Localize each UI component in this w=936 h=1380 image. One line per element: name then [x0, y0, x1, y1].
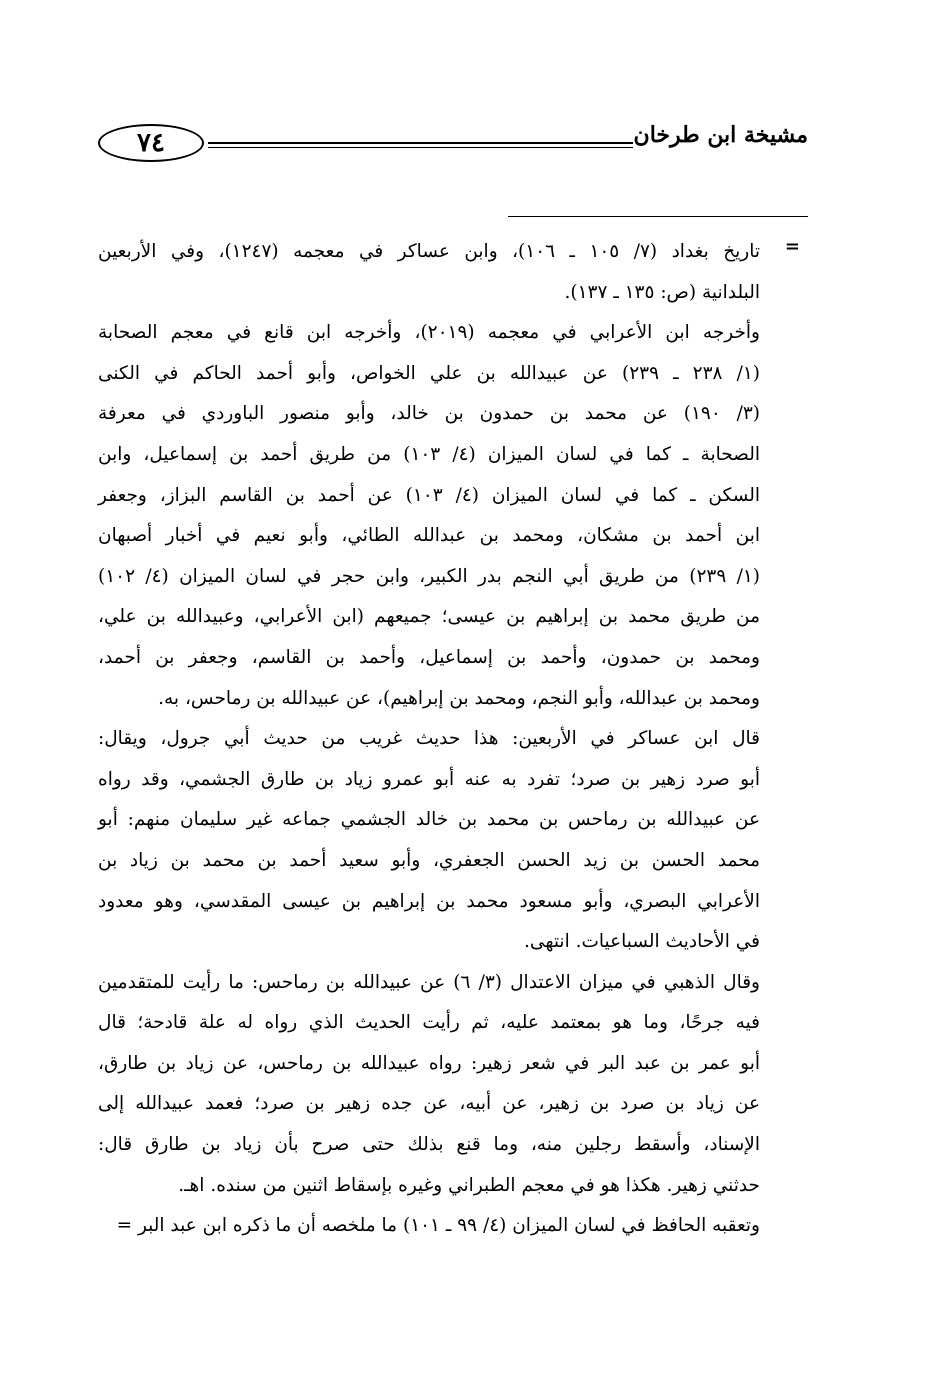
- text-line: ومحمد بن عبدالله، وأبو النجم، ومحمد بن إبراهيم)، عن عبيدالله بن رماحس، به.: [158, 687, 760, 709]
- text-line: ابن أحمد بن مشكان، ومحمد بن عبدالله الطائي، وأبو نعيم في أخبار أصبهان: [98, 525, 760, 547]
- text-line: (١/ ٢٣٨ ـ ٢٣٩) عن عبيدالله بن علي الخواص، وأبو أحمد الحاكم في الكنى: [98, 362, 760, 384]
- text-line: قال ابن عساكر في الأربعين: هذا حديث غريب من حديث أبي جرول، ويقال:: [98, 728, 760, 750]
- text-line: فيه جرحًا، وما هو بمعتمد عليه، ثم رأيت الحديث الذي رواه له علة قادحة؛ قال: [98, 1012, 760, 1034]
- paragraph: [98, 313, 760, 719]
- paragraph: [98, 232, 760, 313]
- paragraph: [98, 719, 760, 963]
- text-line: (١/ ٢٣٩) من طريق أبي النجم بدر الكبير، وابن حجر في لسان الميزان (٤/ ١٠٢): [98, 565, 760, 587]
- text-line: في الأحاديث السباعيات. انتهى.: [524, 931, 760, 953]
- running-title: مشيخة ابن طرخان: [633, 122, 808, 148]
- text-line: السكن ـ كما في لسان الميزان (٤/ ١٠٣) عن أحمد بن القاسم البزاز، وجعفر: [98, 484, 760, 506]
- continuation-mark: =: [784, 236, 800, 257]
- text-line: حدثني زهير. هكذا هو في معجم الطبراني وغيره بإسقاط اثنين من سنده. اهـ.: [178, 1174, 760, 1196]
- header-rule: [208, 142, 633, 148]
- text-line: ومحمد بن حمدون، وأحمد بن إسماعيل، وأحمد بن القاسم، وجعفر بن أحمد،: [98, 646, 760, 668]
- paragraph: [98, 1206, 760, 1247]
- text-line: وتعقبه الحافظ في لسان الميزان (٤/ ٩٩ ـ ١٠١) ما ملخصه أن ما ذكره ابن عبد البر =: [116, 1215, 760, 1237]
- page-number: ٧٤: [98, 124, 204, 162]
- footnote-text: [98, 232, 760, 1247]
- text-line: أبو عمر بن عبد البر في شعر زهير: رواه عبيدالله بن رماحس، عن زياد بن طارق،: [98, 1052, 760, 1074]
- text-line: محمد الحسن بن زيد الحسن الجعفري، وأبو سعيد أحمد بن محمد بن زياد بن: [98, 849, 760, 871]
- text-line: أبو صرد زهير بن صرد؛ تفرد به عنه أبو عمرو زياد بن طارق الجشمي، وقد رواه: [98, 768, 760, 790]
- text-line: من طريق محمد بن إبراهيم بن عيسى؛ جميعهم (ابن الأعرابي، وعبيدالله بن علي،: [98, 606, 760, 628]
- text-line: عن زياد بن صرد بن زهير، عن أبيه، عن جده زهير بن صرد؛ فعمد عبيدالله إلى: [98, 1093, 760, 1115]
- text-line: الإسناد، وأسقط رجلين منه، وما قنع بذلك حتى صرح بأن زياد بن طارق قال:: [98, 1134, 760, 1156]
- text-line: تاريخ بغداد (٧/ ١٠٥ ـ ١٠٦)، وابن عساكر في معجمه (١٢٤٧)، وفي الأربعين: [98, 241, 760, 262]
- text-line: الأعرابي البصري، وأبو مسعود محمد بن إبراهيم بن عيسى المقدسي، وهو معدود: [98, 890, 760, 912]
- text-line: (٣/ ١٩٠) عن محمد بن حمدون بن خالد، وأبو منصور الباوردي في معرفة: [98, 403, 760, 425]
- text-line: البلدانية (ص: ١٣٥ ـ ١٣٧).: [564, 281, 760, 303]
- paragraph: [98, 963, 760, 1207]
- page-header: [98, 118, 808, 168]
- text-line: عن عبيدالله بن رماحس بن محمد بن خالد الجشمي جماعه غير سليمان منهم: أبو: [98, 809, 760, 831]
- text-line: وقال الذهبي في ميزان الاعتدال (٣/ ٦) عن عبيدالله بن رماحس: ما رأيت للمتقدمين: [98, 971, 760, 993]
- text-line: وأخرجه ابن الأعرابي في معجمه (٢٠١٩)، وأخرجه ابن قانع في معجم الصحابة: [98, 322, 760, 344]
- footnote-separator: [508, 216, 808, 217]
- text-line: الصحابة ـ كما في لسان الميزان (٤/ ١٠٣) من طريق أحمد بن إسماعيل، وابن: [98, 443, 760, 465]
